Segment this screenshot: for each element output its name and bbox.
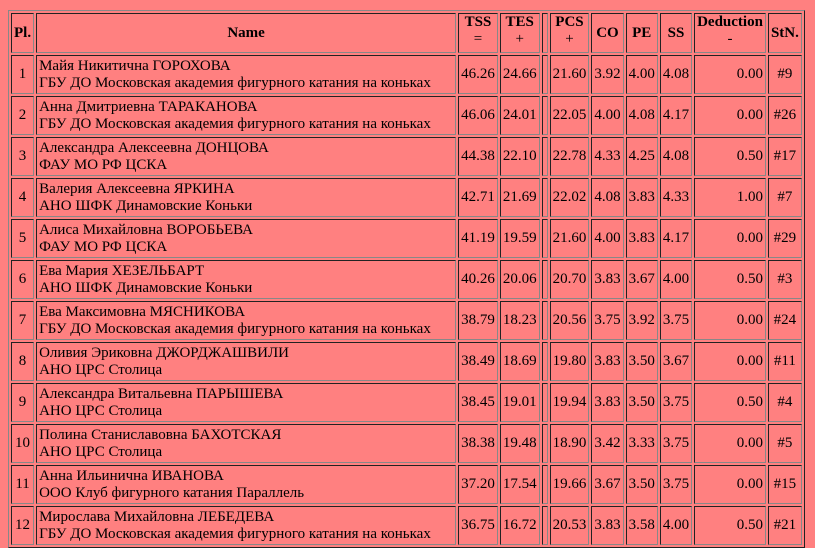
- skater-cell: [36, 424, 456, 463]
- table-row: [11, 342, 802, 381]
- table-row: [11, 219, 802, 258]
- spacer-cell: [542, 137, 548, 176]
- pcs-cell: 19.94: [550, 383, 590, 422]
- tes-cell: 19.48: [500, 424, 540, 463]
- start-number-cell: #29: [768, 219, 802, 258]
- skater-cell: [36, 301, 456, 340]
- co-cell: 3.83: [591, 260, 623, 299]
- tss-cell: 41.19: [458, 219, 498, 258]
- deduction-label: Deduction: [697, 14, 763, 30]
- place-cell: 4: [11, 178, 34, 217]
- pcs-cell: 22.78: [550, 137, 590, 176]
- pe-cell: 3.33: [626, 424, 658, 463]
- skater-club: ГБУ ДО Московская академия фигурного катания на коньках: [39, 74, 431, 91]
- ss-cell: 4.00: [660, 260, 692, 299]
- pe-cell: 4.08: [626, 96, 658, 135]
- pe-cell: 3.50: [626, 383, 658, 422]
- pcs-cell: 19.66: [550, 465, 590, 504]
- tes-cell: 18.23: [500, 301, 540, 340]
- tes-cell: 19.01: [500, 383, 540, 422]
- skater-name: Анна Ильинична ИВАНОВА: [39, 467, 224, 484]
- deduction-cell: 0.00: [694, 219, 766, 258]
- tss-cell: 44.38: [458, 137, 498, 176]
- skater-club: ГБУ ДО Московская академия фигурного катания на коньках: [39, 320, 431, 337]
- table-row: [11, 465, 802, 504]
- tes-cell: 24.66: [500, 55, 540, 94]
- tss-label: TSS: [464, 14, 492, 30]
- deduction-cell: 0.00: [694, 55, 766, 94]
- co-cell: 3.75: [591, 301, 623, 340]
- co-cell: 4.00: [591, 96, 623, 135]
- table-row: [11, 55, 802, 94]
- start-number-cell: #26: [768, 96, 802, 135]
- start-number-cell: #15: [768, 465, 802, 504]
- table-row: [11, 383, 802, 422]
- skater-club: ГБУ ДО Московская академия фигурного катания на коньках: [39, 115, 431, 132]
- skater-cell: [36, 96, 456, 135]
- tes-cell: 17.54: [500, 465, 540, 504]
- co-cell: 3.42: [591, 424, 623, 463]
- tes-cell: 22.10: [500, 137, 540, 176]
- place-cell: 1: [11, 55, 34, 94]
- place-cell: 3: [11, 137, 34, 176]
- pcs-cell: 22.02: [550, 178, 590, 217]
- col-ss-header: SS: [660, 13, 692, 53]
- table-body: [11, 55, 802, 545]
- pcs-label: PCS: [555, 14, 584, 30]
- spacer-cell: [542, 301, 548, 340]
- skater-cell: [36, 260, 456, 299]
- start-number-cell: #5: [768, 424, 802, 463]
- skater-name: Оливия Эриковна ДЖОРДЖАШВИЛИ: [39, 344, 289, 361]
- place-cell: 2: [11, 96, 34, 135]
- spacer-cell: [542, 55, 548, 94]
- col-stn-header: StN.: [768, 13, 802, 53]
- spacer-cell: [542, 465, 548, 504]
- tss-symbol: =: [473, 31, 483, 47]
- start-number-cell: #3: [768, 260, 802, 299]
- col-place-header: Pl.: [11, 13, 34, 53]
- skater-name: Майя Никитична ГОРОХОВА: [39, 57, 231, 74]
- skater-name: Мирослава Михайловна ЛЕБЕДЕВА: [39, 508, 275, 525]
- pe-cell: 3.83: [626, 219, 658, 258]
- deduction-cell: 0.00: [694, 465, 766, 504]
- skater-name: Ева Мария ХЕЗЕЛЬБАРТ: [39, 262, 205, 279]
- spacer-cell: [542, 219, 548, 258]
- start-number-cell: #4: [768, 383, 802, 422]
- place-cell: 8: [11, 342, 34, 381]
- skater-club: АНО ЦРС Столица: [39, 402, 163, 419]
- skater-name: Алиса Михайловна ВОРОБЬЕВА: [39, 221, 254, 238]
- start-number-cell: #17: [768, 137, 802, 176]
- table-header: [11, 13, 802, 53]
- header-row: [11, 13, 802, 53]
- pe-cell: 3.67: [626, 260, 658, 299]
- place-cell: 7: [11, 301, 34, 340]
- table-row: [11, 301, 802, 340]
- co-cell: 3.83: [591, 506, 623, 545]
- tss-cell: 37.20: [458, 465, 498, 504]
- skater-name: Александра Алексеевна ДОНЦОВА: [39, 139, 269, 156]
- place-cell: 5: [11, 219, 34, 258]
- skater-club: АНО ШФК Динамовские Коньки: [39, 279, 253, 296]
- pe-cell: 4.00: [626, 55, 658, 94]
- col-deduction-header: [694, 13, 766, 53]
- pcs-cell: 18.90: [550, 424, 590, 463]
- table-row: [11, 506, 802, 545]
- place-cell: 12: [11, 506, 34, 545]
- deduction-cell: 0.50: [694, 506, 766, 545]
- results-table: [8, 10, 805, 548]
- table-row: [11, 260, 802, 299]
- skater-cell: [36, 55, 456, 94]
- place-cell: 6: [11, 260, 34, 299]
- pcs-cell: 20.70: [550, 260, 590, 299]
- tss-cell: 38.49: [458, 342, 498, 381]
- ss-cell: 3.75: [660, 465, 692, 504]
- tss-cell: 42.71: [458, 178, 498, 217]
- skater-cell: [36, 178, 456, 217]
- skater-cell: [36, 342, 456, 381]
- ss-cell: 4.08: [660, 55, 692, 94]
- tes-cell: 18.69: [500, 342, 540, 381]
- tss-cell: 36.75: [458, 506, 498, 545]
- tss-cell: 38.45: [458, 383, 498, 422]
- pcs-cell: 20.53: [550, 506, 590, 545]
- col-name-header: Name: [36, 13, 456, 53]
- deduction-cell: 0.00: [694, 96, 766, 135]
- pcs-cell: 22.05: [550, 96, 590, 135]
- skater-club: АНО ЦРС Столица: [39, 361, 163, 378]
- table-row: [11, 178, 802, 217]
- table-row: [11, 424, 802, 463]
- col-pe-header: PE: [626, 13, 658, 53]
- co-cell: 3.92: [591, 55, 623, 94]
- tss-cell: 40.26: [458, 260, 498, 299]
- ss-cell: 4.17: [660, 219, 692, 258]
- deduction-cell: 0.50: [694, 137, 766, 176]
- pe-cell: 3.50: [626, 465, 658, 504]
- tes-label: TES: [505, 14, 534, 30]
- place-cell: 10: [11, 424, 34, 463]
- pcs-cell: 21.60: [550, 219, 590, 258]
- tes-cell: 16.72: [500, 506, 540, 545]
- tes-cell: 19.59: [500, 219, 540, 258]
- pcs-cell: 19.80: [550, 342, 590, 381]
- skater-club: АНО ЦРС Столица: [39, 443, 163, 460]
- start-number-cell: #7: [768, 178, 802, 217]
- start-number-cell: #9: [768, 55, 802, 94]
- spacer-cell: [542, 506, 548, 545]
- pe-cell: 4.25: [626, 137, 658, 176]
- skater-name: Полина Станиславовна БАХОТСКАЯ: [39, 426, 282, 443]
- ss-cell: 4.17: [660, 96, 692, 135]
- ss-cell: 3.75: [660, 301, 692, 340]
- skater-club: ФАУ МО РФ ЦСКА: [39, 238, 168, 255]
- ss-cell: 3.75: [660, 383, 692, 422]
- ss-cell: 3.75: [660, 424, 692, 463]
- co-cell: 3.67: [591, 465, 623, 504]
- spacer-header: [542, 13, 548, 53]
- deduction-cell: 0.00: [694, 301, 766, 340]
- tss-cell: 46.06: [458, 96, 498, 135]
- table-row: [11, 137, 802, 176]
- skater-name: Валерия Алексеевна ЯРКИНА: [39, 180, 235, 197]
- deduction-cell: 0.00: [694, 424, 766, 463]
- skater-club: ФАУ МО РФ ЦСКА: [39, 156, 168, 173]
- col-tes-header: [500, 13, 540, 53]
- tss-cell: 46.26: [458, 55, 498, 94]
- co-cell: 3.83: [591, 342, 623, 381]
- skater-club: ООО Клуб фигурного катания Параллель: [39, 484, 305, 501]
- place-cell: 9: [11, 383, 34, 422]
- skater-name: Анна Дмитриевна ТАРАКАНОВА: [39, 98, 258, 115]
- pcs-symbol: +: [565, 31, 574, 47]
- col-pcs-header: [550, 13, 590, 53]
- start-number-cell: #24: [768, 301, 802, 340]
- deduction-symbol: -: [727, 31, 733, 47]
- tes-symbol: +: [515, 31, 524, 47]
- skater-cell: [36, 137, 456, 176]
- start-number-cell: #11: [768, 342, 802, 381]
- co-cell: 3.83: [591, 383, 623, 422]
- deduction-cell: 0.50: [694, 383, 766, 422]
- skater-cell: [36, 506, 456, 545]
- tes-cell: 24.01: [500, 96, 540, 135]
- co-cell: 4.33: [591, 137, 623, 176]
- skater-club: АНО ШФК Динамовские Коньки: [39, 197, 253, 214]
- co-cell: 4.08: [591, 178, 623, 217]
- pe-cell: 3.83: [626, 178, 658, 217]
- skater-cell: [36, 465, 456, 504]
- skater-cell: [36, 383, 456, 422]
- spacer-cell: [542, 342, 548, 381]
- skater-name: Александра Витальевна ПАРЫШЕВА: [39, 385, 284, 402]
- ss-cell: 4.00: [660, 506, 692, 545]
- pe-cell: 3.58: [626, 506, 658, 545]
- co-cell: 4.00: [591, 219, 623, 258]
- spacer-cell: [542, 260, 548, 299]
- ss-cell: 3.67: [660, 342, 692, 381]
- ss-cell: 4.33: [660, 178, 692, 217]
- tss-cell: 38.79: [458, 301, 498, 340]
- pcs-cell: 21.60: [550, 55, 590, 94]
- spacer-cell: [542, 96, 548, 135]
- deduction-cell: 0.50: [694, 260, 766, 299]
- table-row: [11, 96, 802, 135]
- pcs-cell: 20.56: [550, 301, 590, 340]
- spacer-cell: [542, 383, 548, 422]
- skater-cell: [36, 219, 456, 258]
- deduction-cell: 0.00: [694, 342, 766, 381]
- pe-cell: 3.92: [626, 301, 658, 340]
- tes-cell: 21.69: [500, 178, 540, 217]
- skater-club: ГБУ ДО Московская академия фигурного катания на коньках: [39, 525, 431, 542]
- tes-cell: 20.06: [500, 260, 540, 299]
- pe-cell: 3.50: [626, 342, 658, 381]
- col-co-header: CO: [591, 13, 623, 53]
- start-number-cell: #21: [768, 506, 802, 545]
- skater-name: Ева Максимовна МЯСНИКОВА: [39, 303, 246, 320]
- spacer-cell: [542, 424, 548, 463]
- place-cell: 11: [11, 465, 34, 504]
- ss-cell: 4.08: [660, 137, 692, 176]
- col-tss-header: [458, 13, 498, 53]
- deduction-cell: 1.00: [694, 178, 766, 217]
- tss-cell: 38.38: [458, 424, 498, 463]
- spacer-cell: [542, 178, 548, 217]
